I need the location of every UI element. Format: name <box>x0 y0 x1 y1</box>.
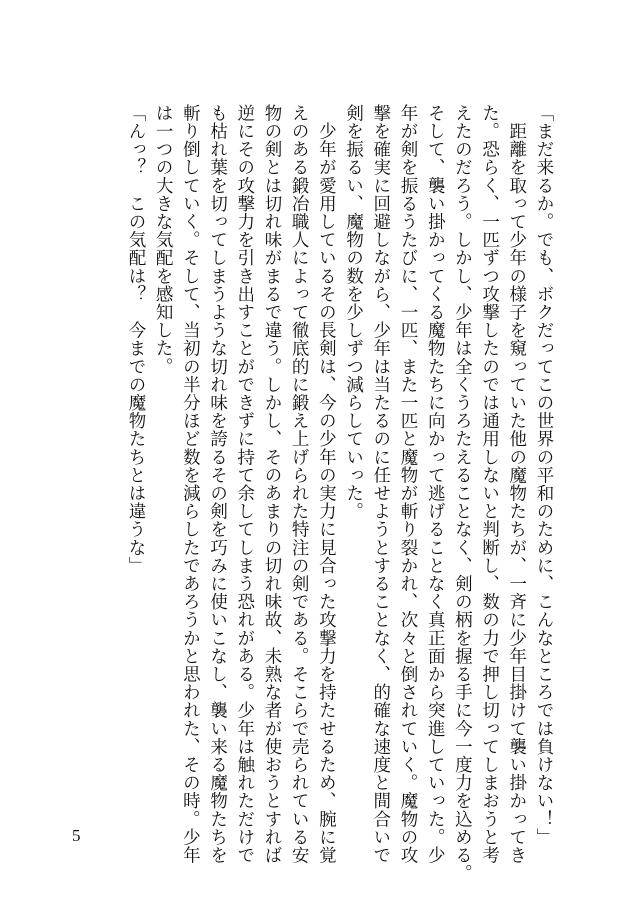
text-column: 「まだ来るか。でも、ボクだってこの世界の平和のために、こんなところでは負けない！」 <box>534 104 554 847</box>
text-column: 撃を確実に回避しながら、少年は当たるのに任せようとすることなく、的確な速度と間合いで <box>370 104 391 865</box>
text-column: た。恐らく、一匹ずつ攻撃したのでは通用しないと判断し、数の力で押し切ってしまおうと考 <box>479 104 500 865</box>
text-column: 年が剣を振るうたびに、一匹、また一匹と魔物が斬り裂かれ、次々と倒されていく。魔物の攻 <box>397 104 418 865</box>
text-column: えたのだろう。しかし、少年は全くうろたえることなく、剣の柄を握る手に今一度力を込める。 <box>452 104 473 883</box>
text-column: も枯れ葉を切ってしまうような切れ味を誇るその剣を巧みに使いこなし、襲い来る魔物たちを <box>207 104 228 865</box>
text-column: 剣を振るい、魔物の数を少しずつ減らしていった。 <box>343 104 364 521</box>
text-column: えのある鍛冶職人によって徹底的に鍛え上げられた特注の剣である。そこらで売られている安 <box>289 104 310 865</box>
vertical-text-block <box>122 104 557 883</box>
text-column: 「んっ？ この気配は？ 今までの魔物たちとは違うな」 <box>125 104 146 575</box>
text-column: は一つの大きな気配を感知した。 <box>153 104 174 376</box>
text-column: 少年が愛用しているその長剣は、今の少年の実力に見合った攻撃力を持たせるため、腕に覚 <box>316 104 337 865</box>
text-column: 物の剣とは切れ味がまるで違う。しかし、そのあまりの切れ味故、未熟な者が使おうとすれば <box>261 104 282 865</box>
text-column: 斬り倒していく。そして、当初の半分ほど数を減らしたであろうかと思われた、その時。少年 <box>180 104 201 865</box>
page-number: 5 <box>72 826 81 845</box>
text-column: 逆にその攻撃力を引き出すことができずに持て余してしまう恐れがある。少年は触れただけで <box>234 104 255 865</box>
text-column: 距離を取って少年の様子を窺っていた他の魔物たちが、一斉に少年目掛けて襲い掛かってき <box>506 104 527 865</box>
text-column: そして、襲い掛かってくる魔物たちに向かって逃げることなく真正面から突進していった。少 <box>425 104 446 865</box>
